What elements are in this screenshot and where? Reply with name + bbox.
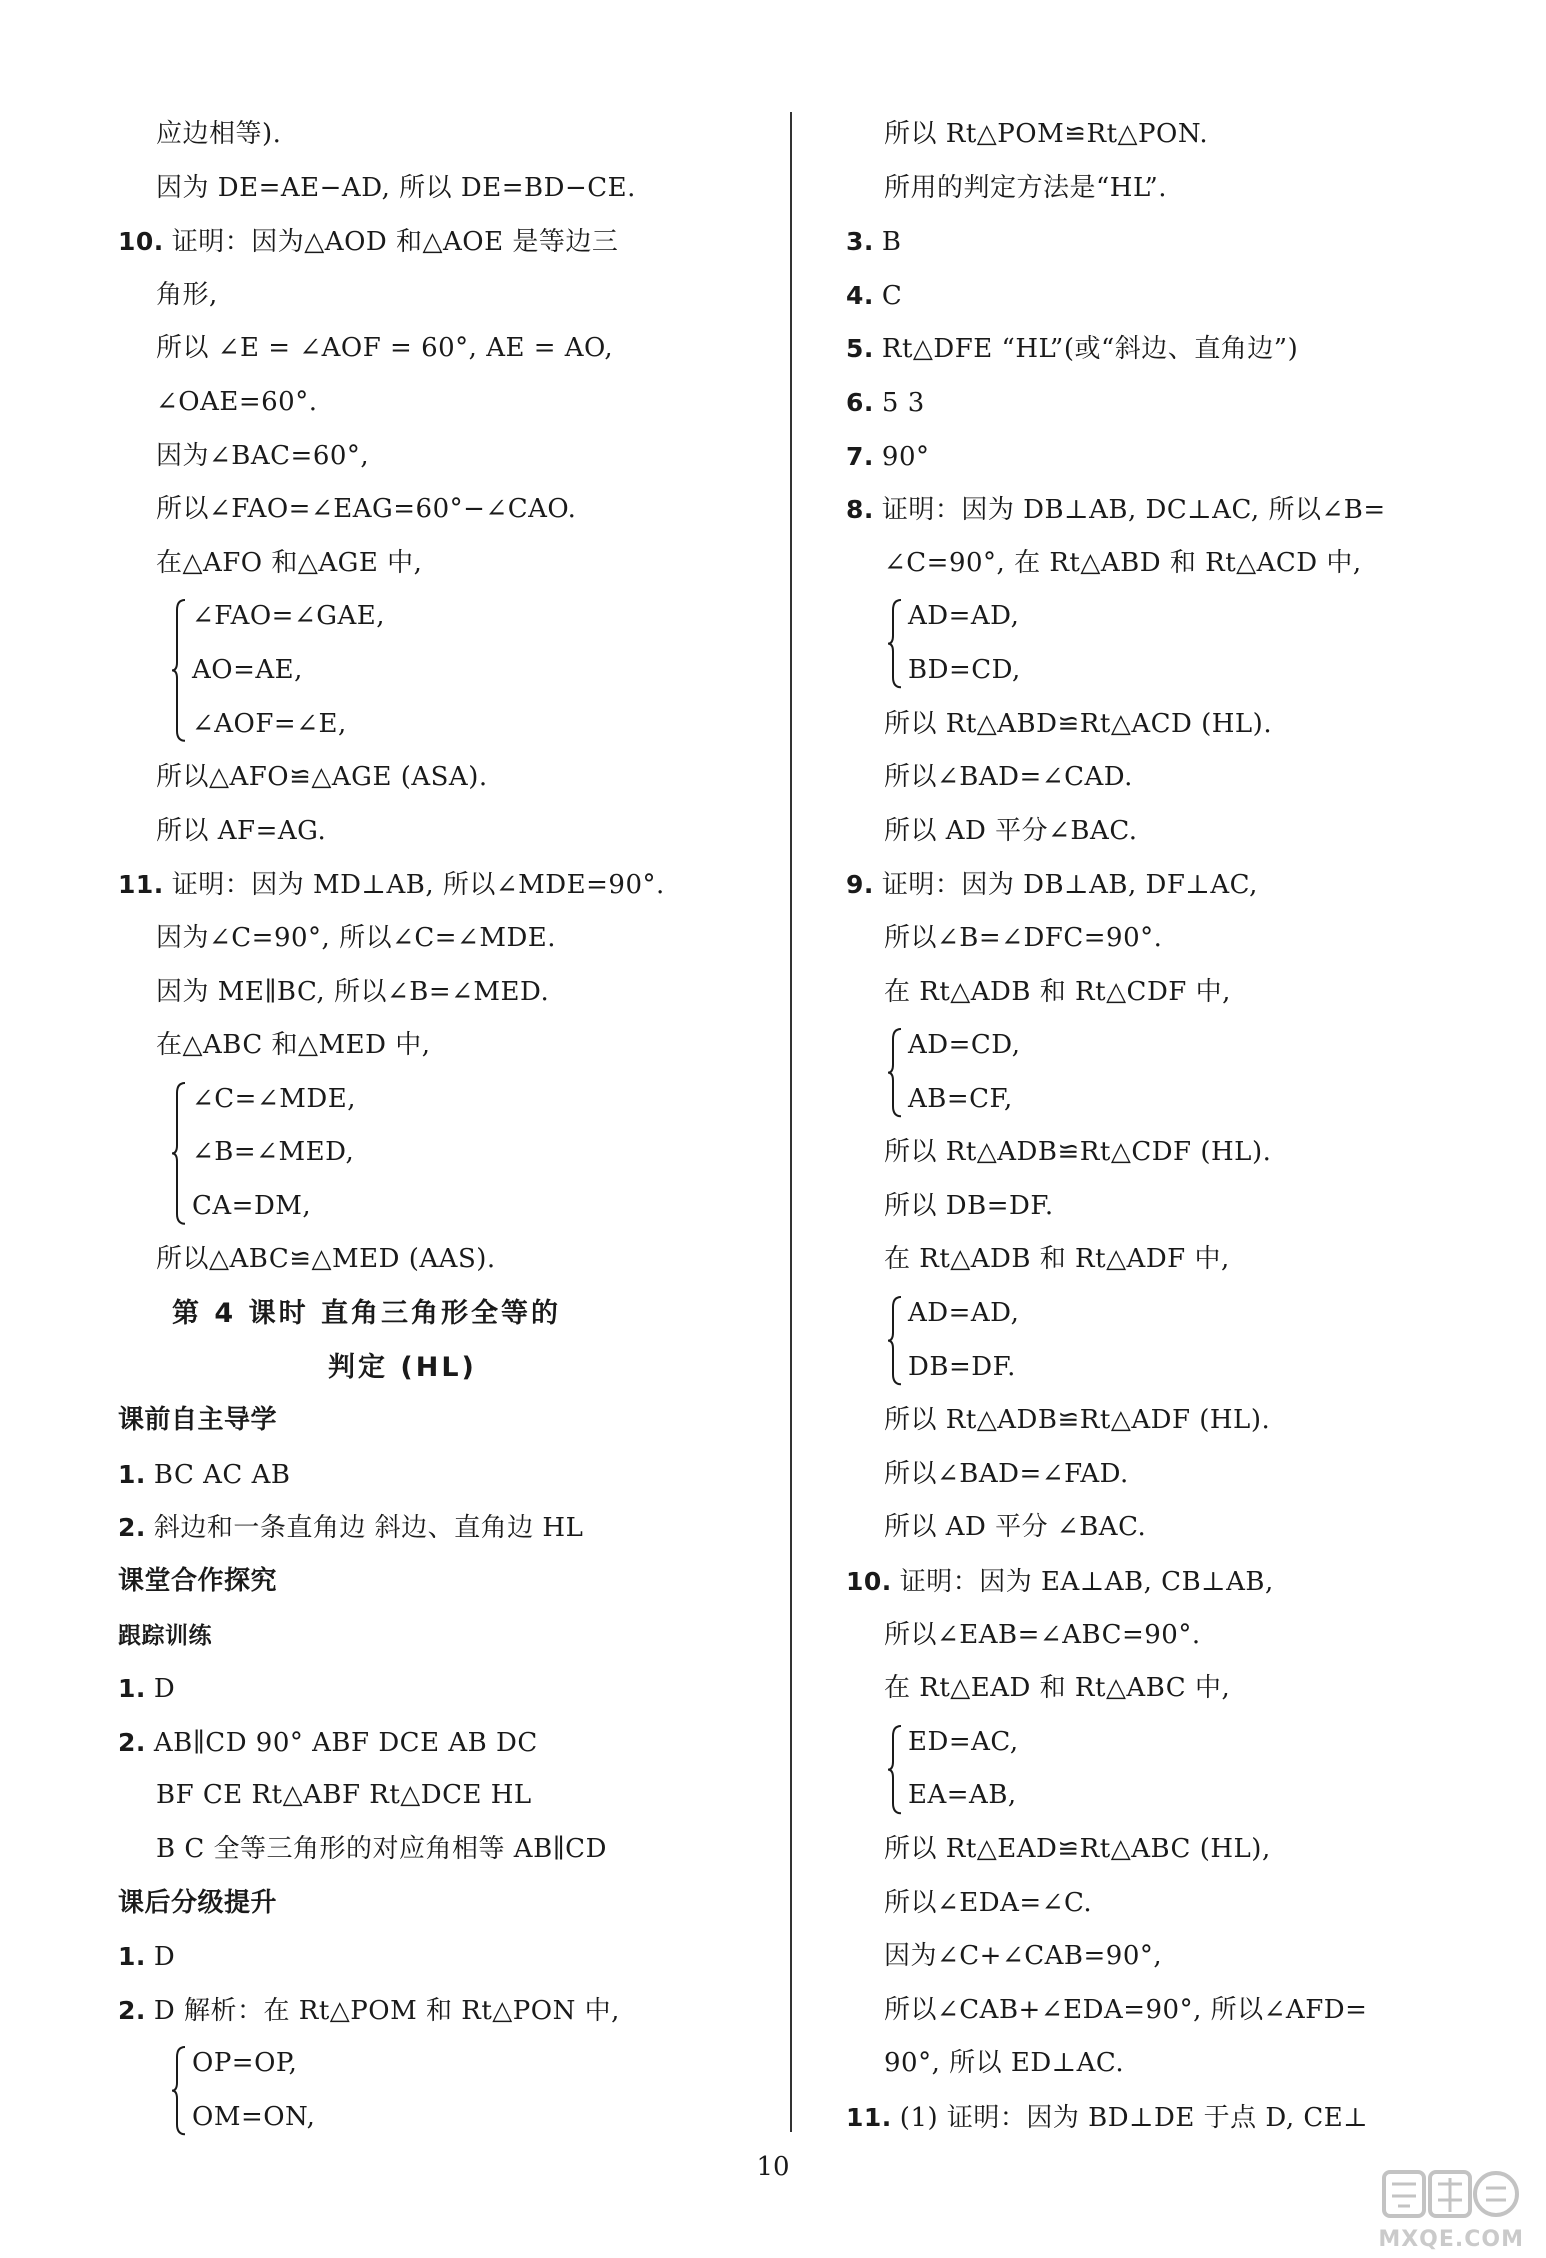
equation-system — [170, 590, 758, 751]
column-divider — [790, 112, 792, 2132]
numbered-answer — [846, 376, 1466, 430]
section-heading-text: 课前自主导学 — [118, 1405, 278, 1436]
left-brace-icon — [170, 598, 188, 743]
text-line: 在△AFO 和△AGE 中, — [156, 547, 423, 578]
text-line: 所以△ABC≌△MED (AAS). — [156, 1244, 496, 1275]
text-line: 因为∠C+∠CAB=90°, — [884, 1941, 1163, 1972]
text-line: 因为∠BAC=60°, — [156, 440, 370, 471]
text-line: B C 全等三角形的对应角相等 AB∥CD — [156, 1834, 607, 1864]
answer-text: 90° — [881, 441, 930, 472]
answer-text: 斜边和一条直角边 斜边、直角边 HL — [153, 1513, 584, 1544]
numbered-answer — [846, 215, 1466, 269]
text-line: 所以∠FAO=∠EAG=60°−∠CAO. — [156, 494, 577, 525]
left-brace-icon — [170, 2045, 188, 2136]
equation-line: AO=AE, — [192, 654, 303, 685]
numbered-answer — [118, 1716, 758, 1770]
left-column — [118, 108, 758, 2145]
answer-text: 证明：因为△AOD 和△AOE 是等边三 — [171, 227, 619, 258]
text-line: 所以∠CAB+∠EDA=90°, 所以∠AFD= — [884, 1994, 1368, 2025]
answer-number: 6. — [846, 387, 874, 417]
left-brace-icon — [886, 1724, 904, 1815]
equation-line: DB=DF. — [908, 1351, 1016, 1382]
equation-system — [170, 2037, 758, 2144]
answer-text: AB∥CD 90° ABF DCE AB DC — [153, 1727, 538, 1758]
left-brace-icon — [886, 598, 904, 689]
numbered-answer — [118, 1448, 758, 1502]
text-line: 所以 Rt△POM≌Rt△PON. — [884, 119, 1209, 149]
numbered-answer — [118, 858, 758, 912]
lesson-title-text: 第 4 课时 直角三角形全等的 — [172, 1298, 561, 1330]
answer-number: 1. — [118, 1459, 146, 1489]
answer-number: 10. — [118, 227, 164, 257]
answer-number: 10. — [846, 1567, 892, 1597]
watermark-logo-icon — [1380, 2168, 1520, 2222]
section-heading-text: 课堂合作探究 — [118, 1566, 278, 1597]
text-line: 所以∠BAD=∠CAD. — [884, 762, 1133, 793]
answer-text: BC AC AB — [153, 1459, 291, 1490]
text-line: 所以∠EDA=∠C. — [884, 1887, 1093, 1918]
answer-number: 8. — [846, 495, 874, 525]
subsection-heading — [118, 1609, 758, 1663]
equation-system — [170, 1073, 758, 1234]
section-heading — [118, 1877, 758, 1931]
equation-line: EA=AB, — [908, 1780, 1017, 1811]
text-line: 在△ABC 和△MED 中, — [156, 1030, 431, 1061]
answer-text: D 解析：在 Rt△POM 和 Rt△PON 中, — [153, 1995, 620, 2026]
equation-line: AD=CD, — [908, 1030, 1021, 1061]
answer-number: 7. — [846, 441, 874, 471]
text-line: 角形, — [156, 279, 218, 310]
equation-system — [886, 1716, 1466, 1823]
page-number: 10 — [756, 2152, 790, 2182]
right-column — [846, 108, 1466, 2145]
text-line: ∠OAE=60°. — [156, 386, 318, 417]
numbered-answer — [846, 858, 1466, 912]
left-brace-icon — [886, 1027, 904, 1118]
left-brace-icon — [170, 1081, 188, 1226]
answer-text: 证明：因为 DB⊥AB, DF⊥AC, — [881, 870, 1258, 901]
numbered-answer — [118, 1984, 758, 2038]
answer-text: C — [881, 280, 903, 311]
watermark — [1374, 2168, 1524, 2254]
numbered-answer — [846, 1555, 1466, 1609]
equation-line: ∠B=∠MED, — [192, 1137, 355, 1168]
numbered-answer — [846, 430, 1466, 484]
equation-line: AD=AD, — [908, 1298, 1020, 1329]
answer-number: 1. — [118, 1942, 146, 1972]
answer-number: 2. — [118, 1513, 146, 1543]
equation-line: ∠AOF=∠E, — [192, 708, 347, 739]
answer-number: 2. — [118, 1995, 146, 2025]
answer-text: (1) 证明：因为 BD⊥DE 于点 D, CE⊥ — [899, 2102, 1369, 2133]
numbered-answer — [846, 322, 1466, 376]
numbered-answer — [118, 215, 758, 269]
text-line: 因为 DE=AE−AD, 所以 DE=BD−CE. — [156, 172, 636, 203]
equation-line: OM=ON, — [192, 2101, 316, 2132]
answer-number: 2. — [118, 1727, 146, 1757]
text-line: BF CE Rt△ABF Rt△DCE HL — [156, 1780, 532, 1811]
numbered-answer — [846, 269, 1466, 323]
text-line: 在 Rt△ADB 和 Rt△CDF 中, — [884, 976, 1231, 1007]
text-line: 所以 Rt△ADB≌Rt△ADF (HL). — [884, 1405, 1271, 1436]
watermark-text: MXQE.COM — [1378, 2227, 1524, 2252]
text-line: 因为 ME∥BC, 所以∠B=∠MED. — [156, 976, 550, 1007]
text-line: 所以△AFO≌△AGE (ASA). — [156, 762, 488, 793]
answer-number: 9. — [846, 870, 874, 900]
answer-text: 证明：因为 MD⊥AB, 所以∠MDE=90°. — [171, 870, 665, 901]
equation-line: CA=DM, — [192, 1190, 312, 1221]
text-line: 所以 AD 平分 ∠BAC. — [884, 1512, 1147, 1543]
numbered-answer — [846, 483, 1466, 537]
answer-number: 4. — [846, 280, 874, 310]
subsection-heading-text: 跟踪训练 — [118, 1622, 212, 1649]
text-line: 所以 Rt△EAD≌Rt△ABC (HL), — [884, 1834, 1271, 1864]
answer-number: 3. — [846, 227, 874, 257]
lesson-title-text: 判定 (HL) — [328, 1351, 477, 1383]
answer-text: D — [153, 1942, 176, 1973]
answer-text: 证明：因为 EA⊥AB, CB⊥AB, — [899, 1567, 1274, 1598]
left-brace-icon — [886, 1295, 904, 1386]
equation-system — [886, 590, 1466, 697]
equation-line: BD=CD, — [908, 654, 1021, 685]
equation-line: ∠FAO=∠GAE, — [192, 601, 386, 632]
answer-text: 5 3 — [881, 387, 925, 418]
text-line: 所以 ∠E = ∠AOF = 60°, AE = AO, — [156, 333, 614, 364]
equation-line: OP=OP, — [192, 2048, 298, 2079]
answer-text: Rt△DFE “HL”(或“斜边、直角边”) — [881, 334, 1299, 365]
text-line: 所以∠B=∠DFC=90°. — [884, 922, 1163, 953]
lesson-title — [118, 1287, 758, 1341]
equation-line: AB=CF, — [908, 1083, 1013, 1114]
text-line: 所以 Rt△ABD≌Rt△ACD (HL). — [884, 708, 1273, 739]
answer-text: B — [881, 227, 902, 258]
lesson-title — [118, 1341, 758, 1395]
section-heading — [118, 1555, 758, 1609]
text-line: 90°, 所以 ED⊥AC. — [884, 2048, 1125, 2079]
text-line: 所用的判定方法是“HL”. — [884, 172, 1168, 203]
text-line: ∠C=90°, 在 Rt△ABD 和 Rt△ACD 中, — [884, 547, 1362, 578]
text-line: 因为∠C=90°, 所以∠C=∠MDE. — [156, 922, 557, 953]
text-line: 所以 DB=DF. — [884, 1190, 1054, 1221]
answer-number: 1. — [118, 1674, 146, 1704]
text-line: 所以 AF=AG. — [156, 815, 327, 846]
equation-system — [886, 1019, 1466, 1126]
answer-number: 11. — [118, 870, 164, 900]
numbered-answer — [118, 1501, 758, 1555]
equation-line: ∠C=∠MDE, — [192, 1083, 356, 1114]
answer-number: 5. — [846, 334, 874, 364]
numbered-answer — [846, 2091, 1466, 2145]
section-heading — [118, 1394, 758, 1448]
equation-system — [886, 1287, 1466, 1394]
text-line: 所以∠BAD=∠FAD. — [884, 1458, 1129, 1489]
text-line: 在 Rt△ADB 和 Rt△ADF 中, — [884, 1244, 1230, 1275]
numbered-answer — [118, 1662, 758, 1716]
text-line: 应边相等). — [156, 119, 282, 149]
text-line: 在 Rt△EAD 和 Rt△ABC 中, — [884, 1673, 1231, 1704]
answer-text: D — [153, 1674, 176, 1705]
text-line: 所以 AD 平分∠BAC. — [884, 815, 1138, 846]
answer-text: 证明：因为 DB⊥AB, DC⊥AC, 所以∠B= — [881, 495, 1386, 526]
section-heading-text: 课后分级提升 — [118, 1887, 278, 1918]
text-line: 所以 Rt△ADB≌Rt△CDF (HL). — [884, 1137, 1272, 1168]
answer-number: 11. — [846, 2102, 892, 2132]
equation-line: ED=AC, — [908, 1726, 1019, 1757]
equation-line: AD=AD, — [908, 601, 1020, 632]
text-line: 所以∠EAB=∠ABC=90°. — [884, 1619, 1201, 1650]
numbered-answer — [118, 1930, 758, 1984]
